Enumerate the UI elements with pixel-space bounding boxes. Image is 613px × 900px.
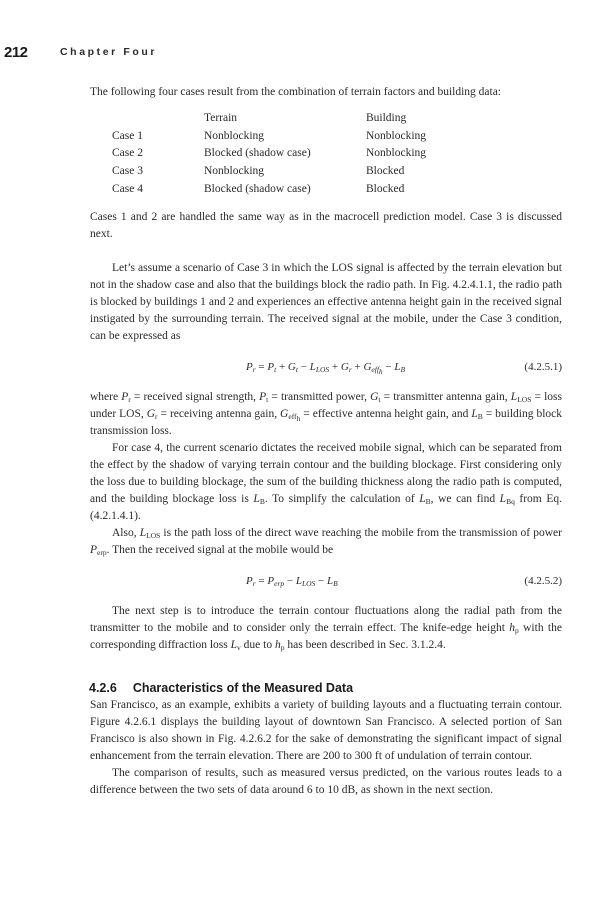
table-cell: Case 4 <box>112 182 143 195</box>
equation-4-2-5-1 <box>90 358 562 376</box>
cases-table <box>112 110 562 199</box>
equation-number: (4.2.5.1) <box>524 360 562 373</box>
table-cell: Blocked (shadow case) <box>204 147 311 160</box>
table-row <box>112 128 562 146</box>
intro-paragraph: The following four cases result from the combination of terrain factors and building data: <box>90 86 502 98</box>
equation-body: $P_r = P_t + G_t - L_{LOS} + G_r + G_{eff_h} - L_B$ <box>246 360 406 376</box>
equation-number: (4.2.5.2) <box>524 574 562 587</box>
table-cell: Blocked <box>366 165 405 178</box>
case3-scenario-paragraph: Let’s assume a scenario of Case 3 in which the LOS signal is affected by the terrain elevation but not in the shadow case and also that the buildings block the radio path. In Fig. 4.2.4.1.1, the radio path is blocked by buildings 1 and 2 and experiences an effective antenna height gain in the received signal instigated by the surrounding terrain. The received signal at the mobile, under the Case 3 condition, can be expressed as <box>90 261 562 342</box>
table-row <box>112 163 562 181</box>
table-cell: Case 2 <box>112 147 143 160</box>
chapter-title: Chapter Four <box>60 46 158 58</box>
section-heading <box>89 680 562 697</box>
table-row <box>112 145 562 163</box>
table-cell: Case 1 <box>112 129 143 142</box>
table-cell: Nonblocking <box>204 165 265 178</box>
table-cell: Case 3 <box>112 165 143 178</box>
table-row <box>112 181 562 199</box>
table-cell: Blocked (shadow case) <box>204 182 311 195</box>
table-header-cell <box>112 110 204 128</box>
terrain-contour-paragraph: The next step is to introduce the terrain contour fluctuations along the radial path from the transmitter to the mobile and to consider only the terrain effect. The knife-edge height $h_p$ with the corresponding diffraction loss $L_v$ due to $h_p$ has been described in Sec. 3.1.2.4. <box>90 604 562 652</box>
cases-summary-paragraph: Cases 1 and 2 are handled the same way as in the macrocell prediction model. Case 3 is discussed next. <box>90 210 562 240</box>
case4-paragraph: For case 4, the current scenario dictates the received mobile signal, which can be separated from the effect by the shadow of varying terrain contour and the building blockage. First considering only the loss due to building blockage, the sum of the building thickness along the radio path is computed, and the building blockage loss is $L_B$. To simplify the calculation of $L_B$, we can find $L_{Bq}$ from Eq. (4.2.1.4.1). <box>90 441 562 522</box>
table-cell: Nonblocking <box>366 129 427 142</box>
san-francisco-paragraph: San Francisco, as an example, exhibits a variety of building layouts and a fluctuating terrain contour. Figure 4.2.6.1 displays the building layout of downtown San Francisco. A selected portion of San Francisco is also shown in Fig. 4.2.6.2 for the sake of demonstrating the significant impact of signal enhancement from the terrain elevation. There are 200 to 300 ft of undulation of terrain contour. <box>90 698 562 762</box>
equation-body: $P_r = P_{erp} - L_{LOS} - L_B$ <box>246 574 338 588</box>
body-text <box>90 84 562 799</box>
table-cell: Nonblocking <box>366 147 427 160</box>
page-number: 212 <box>4 44 28 61</box>
direct-wave-paragraph: Also, $L_{LOS}$ is the path loss of the direct wave reaching the mobile from the transmission of power $P_{erp}$. Then the received signal at the mobile would be <box>90 526 562 557</box>
section-title: Characteristics of the Measured Data <box>132 680 354 695</box>
cases-table-header <box>112 110 562 128</box>
table-header-cell: Terrain <box>204 112 238 124</box>
table-cell: Nonblocking <box>204 129 265 142</box>
variable-definitions-paragraph: where $P_r$ = received signal strength, $P_t$ = transmitted power, $G_t$ = transmitter antenna gain, $L_{LOS}$ = loss under LOS, $G_r$ = receiving antenna gain, $G_{eff_h}$ = effective antenna height gain, and $L_B$ = building block transmission loss. <box>90 390 563 437</box>
section-number: 4.2.6 <box>89 680 117 695</box>
table-cell: Blocked <box>366 182 405 195</box>
table-header-cell: Building <box>366 112 407 124</box>
comparison-paragraph: The comparison of results, such as measured versus predicted, on the various routes leads to a difference between the two sets of data around 6 to 10 dB, as shown in the next section. <box>90 766 562 796</box>
equation-4-2-5-2 <box>90 572 562 590</box>
